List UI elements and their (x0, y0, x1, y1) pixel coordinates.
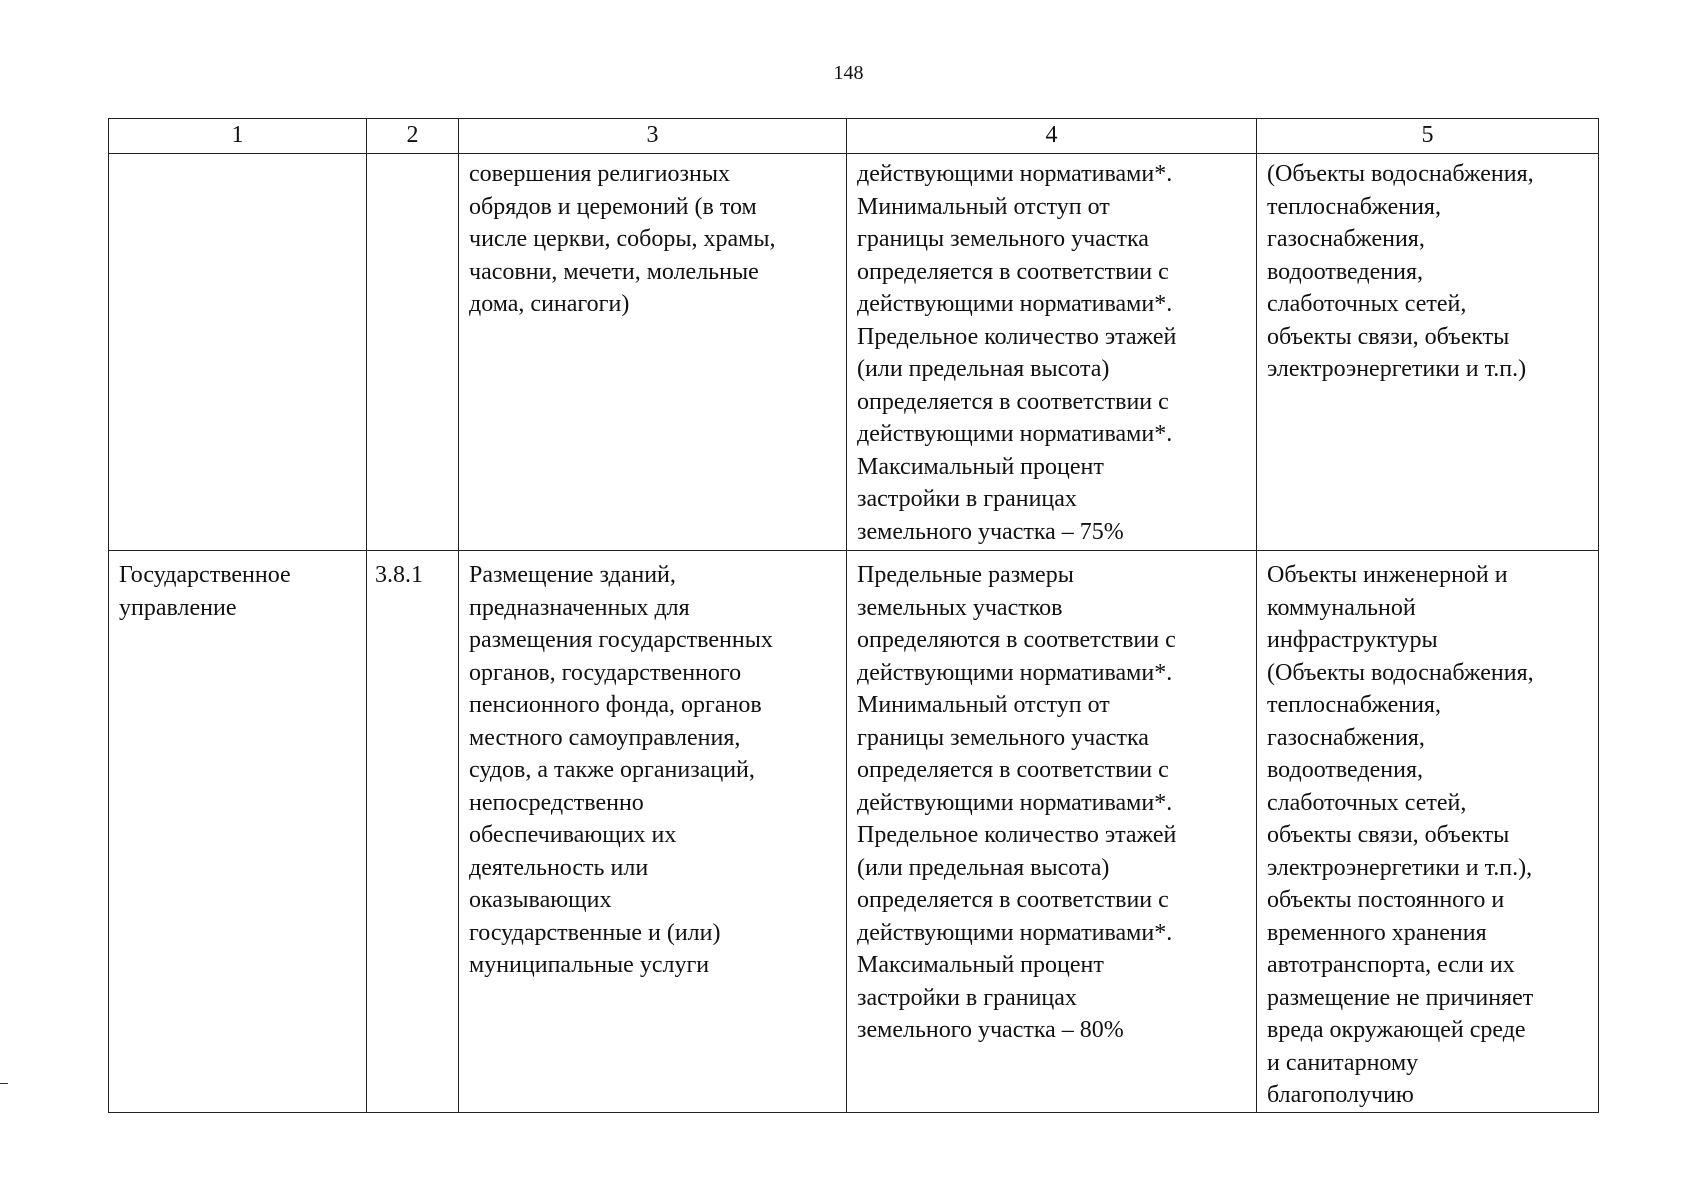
cell-parameters: Предельные размеры земельных участков определяются в соответствии с действующими нормативами*. Минимальный отступ от границы земельного участка определяется в соответствии с действующими нормативами*. Предельное количество этажей (или предельная высота) определяется в соответствии с действующими нормативами*. Максимальный процент застройки в границах земельного участка – 80% (847, 551, 1257, 1113)
header-col-3: 3 (459, 119, 847, 154)
cell-parameters: действующими нормативами*. Минимальный отступ от границы земельного участка определяется в соответствии с действующими нормативами*. Предельное количество этажей (или предельная высота) определяется в соответствии с действующими нормативами*. Максимальный процент застройки в границах земельного участка – 75% (847, 154, 1257, 551)
cell-use-code: 3.8.1 (367, 551, 459, 1113)
header-col-2: 2 (367, 119, 459, 154)
cell-use-description: совершения религиозных обрядов и церемоний (в том числе церкви, соборы, храмы, часовни, мечети, молельные дома, синагоги) (459, 154, 847, 551)
land-use-table (108, 118, 1599, 1113)
page-number: 148 (833, 62, 864, 84)
table-row (109, 154, 1599, 551)
cell-use-code (367, 154, 459, 551)
scan-margin-mark (0, 1083, 8, 1084)
cell-auxiliary-uses: (Объекты водоснабжения, теплоснабжения, газоснабжения, водоотведения, слаботочных сетей, объекты связи, объекты электроэнергетики и т.п.) (1257, 154, 1599, 551)
cell-use-name: Государственное управление (109, 551, 367, 1113)
cell-auxiliary-uses: Объекты инженерной и коммунальной инфраструктуры (Объекты водоснабжения, теплоснабжения, газоснабжения, водоотведения, слаботочных сетей, объекты связи, объекты электроэнергетики и т.п.), объекты постоянного и временного хранения автотранспорта, если их размещение не причиняет вреда окружающей среде и санитарному благополучию (1257, 551, 1599, 1113)
cell-use-description: Размещение зданий, предназначенных для размещения государственных органов, государственного пенсионного фонда, органов местного самоуправления, судов, а также организаций, непосредственно обеспечивающих их деятельность или оказывающих государственные и (или) муниципальные услуги (459, 551, 847, 1113)
cell-use-name (109, 154, 367, 551)
header-col-5: 5 (1257, 119, 1599, 154)
table-row (109, 551, 1599, 1113)
header-row (109, 119, 1599, 154)
header-col-4: 4 (847, 119, 1257, 154)
header-col-1: 1 (109, 119, 367, 154)
